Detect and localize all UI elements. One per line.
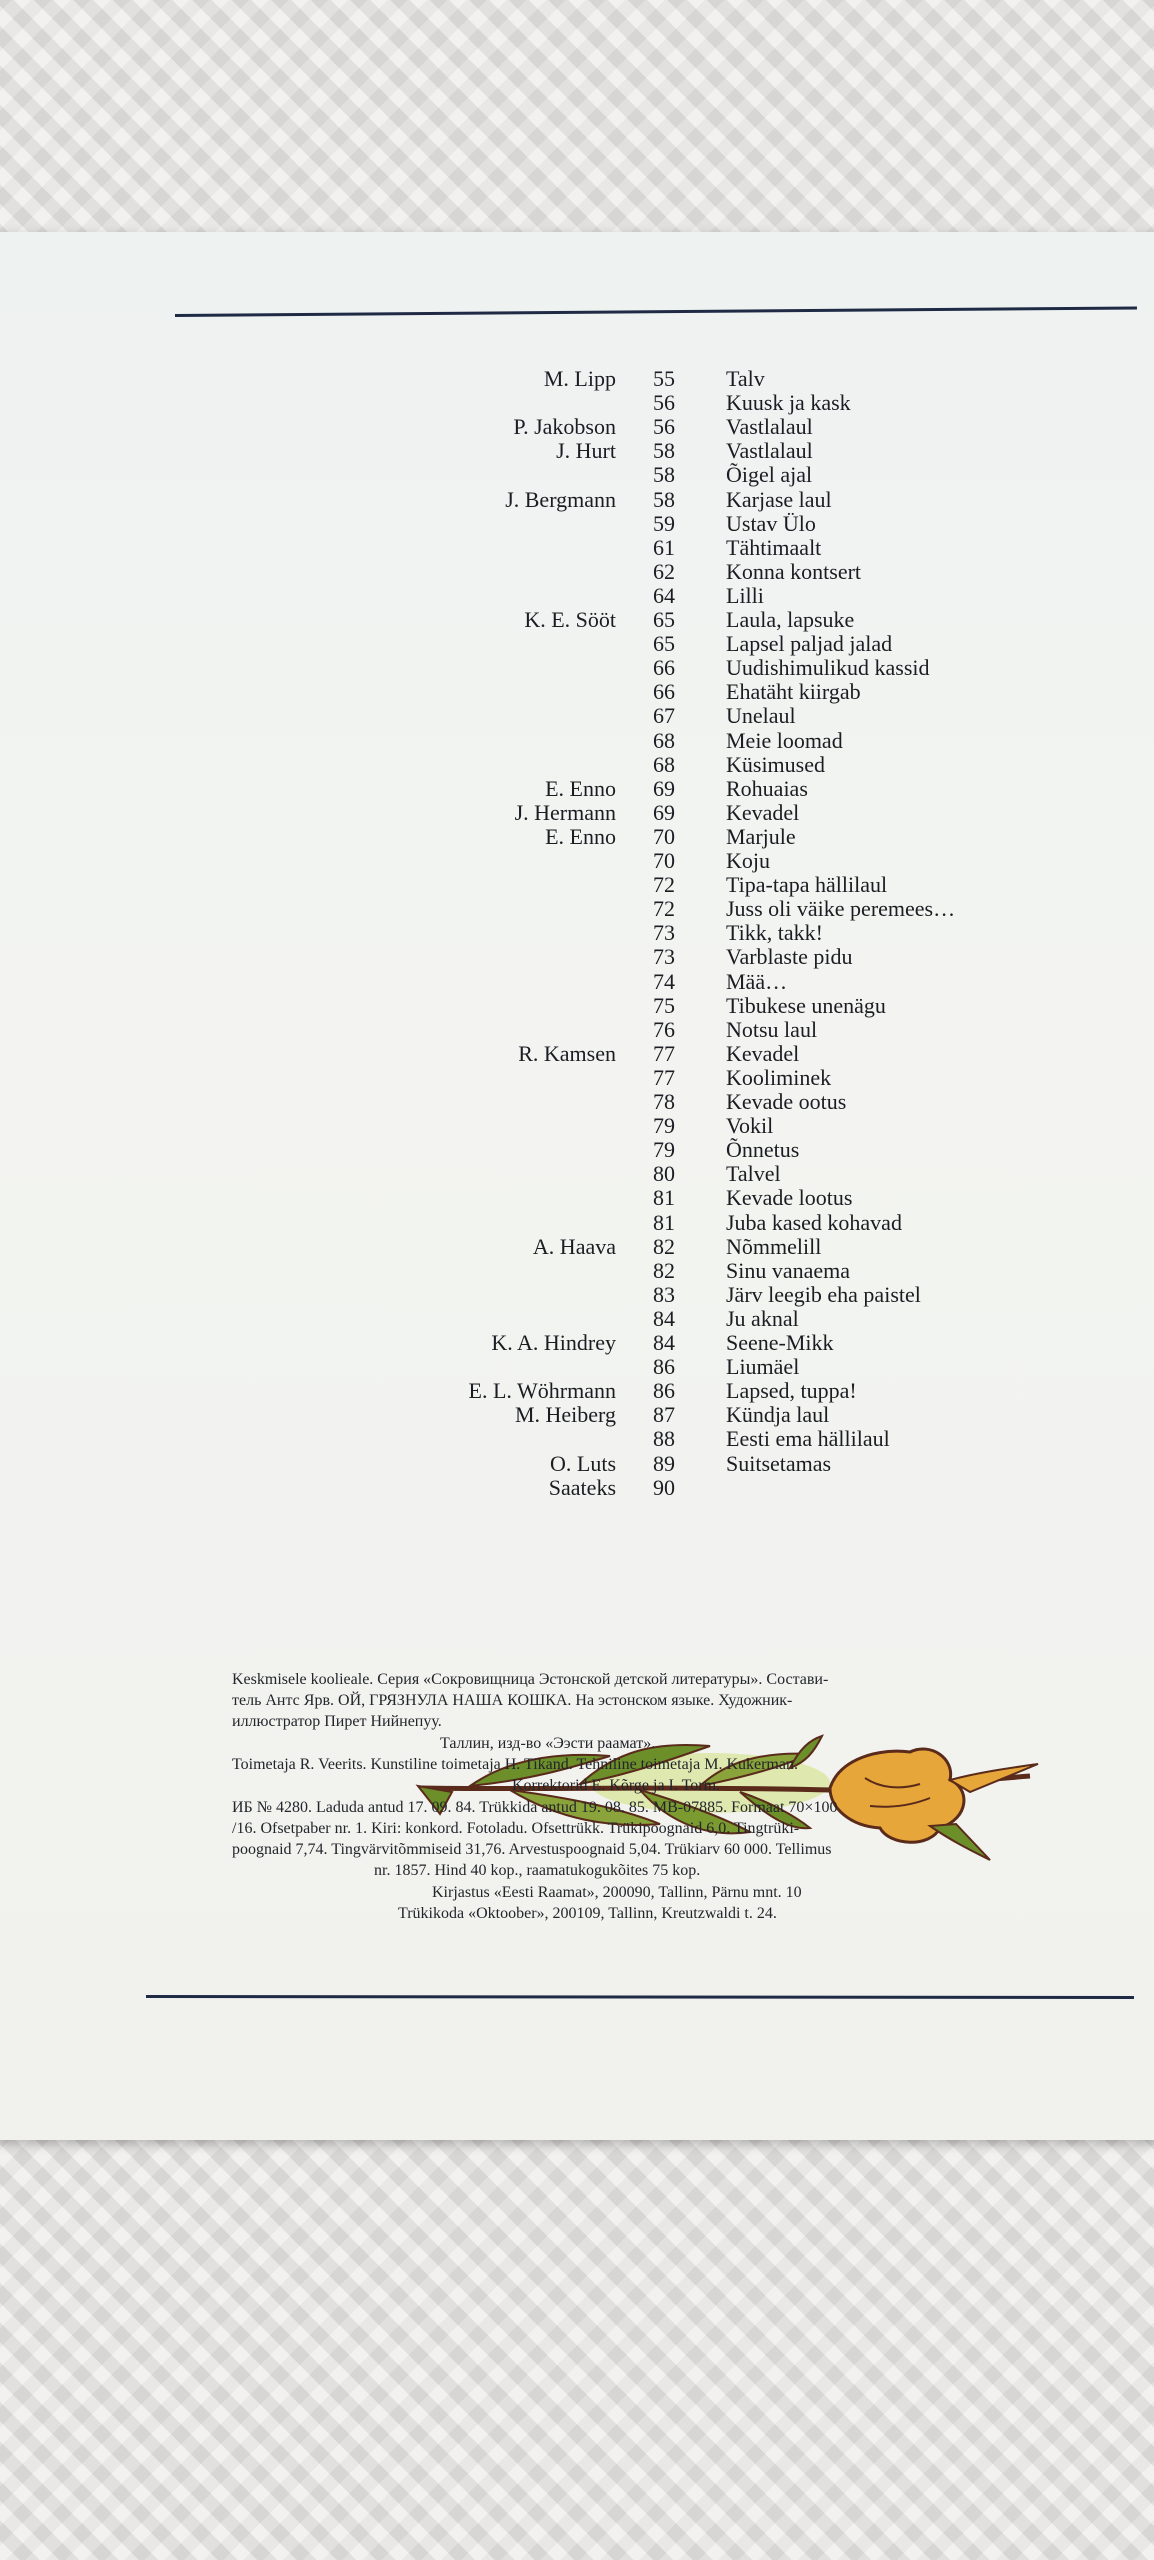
toc-title: Karjase laul xyxy=(726,486,832,512)
toc-page-number: 86 xyxy=(653,1378,675,1404)
toc-page-number: 69 xyxy=(653,775,675,801)
toc-page-number: 81 xyxy=(653,1209,675,1235)
toc-row xyxy=(0,1137,1154,1163)
toc-row xyxy=(0,703,1154,729)
toc-title: Unelaul xyxy=(726,703,796,729)
toc-row xyxy=(0,1378,1154,1404)
toc-author: Saateks xyxy=(548,1474,616,1500)
toc-author: M. Heiberg xyxy=(514,1402,616,1428)
toc-page-number: 72 xyxy=(653,872,675,898)
toc-title: Seene-Mikk xyxy=(726,1330,834,1355)
toc-page-number: 68 xyxy=(653,727,675,753)
toc-page-number: 59 xyxy=(653,510,675,536)
toc-title: Koju xyxy=(726,848,770,873)
toc-row xyxy=(0,848,1154,874)
toc-title: Vastlalaul xyxy=(726,414,813,440)
toc-title: Suitsetamas xyxy=(726,1450,832,1476)
toc-title: Lilli xyxy=(726,582,764,608)
toc-title: Meie loomad xyxy=(726,727,843,753)
toc-page-number: 79 xyxy=(653,1137,675,1163)
colophon-line: Korrektorid E. Kõrge ja I. Torm. xyxy=(512,1777,721,1794)
toc-title: Varblaste pidu xyxy=(726,944,853,970)
toc-row xyxy=(0,1210,1154,1236)
toc-row xyxy=(0,920,1154,946)
toc-row xyxy=(0,1282,1154,1308)
toc-page-number: 69 xyxy=(653,799,675,825)
toc-row xyxy=(0,824,1154,850)
toc-title: Ju aknal xyxy=(726,1305,799,1331)
toc-row xyxy=(0,414,1154,440)
toc-row xyxy=(0,1113,1154,1139)
toc-title: Järv leegib eha paistel xyxy=(726,1281,921,1307)
toc-page-number: 76 xyxy=(653,1016,675,1042)
toc-title: Kevadel xyxy=(726,1040,800,1066)
toc-title: Kündja laul xyxy=(726,1402,830,1428)
toc-page-number: 67 xyxy=(653,703,675,729)
colophon-line: poognaid 7,74. Tingvärvitõmmiseid 31,76. Arvestuspoognaid 5,04. Trükiarv 60 000. Tellimus xyxy=(232,1841,832,1858)
toc-page-number: 82 xyxy=(653,1257,675,1283)
toc-page-number: 61 xyxy=(653,534,675,560)
toc-author: M. Lipp xyxy=(543,366,616,391)
toc-page-number: 56 xyxy=(653,414,675,440)
toc-title: Sinu vanaema xyxy=(726,1257,851,1283)
toc-row xyxy=(0,1234,1154,1260)
toc-title: Kevadel xyxy=(726,799,800,825)
toc-page-number: 75 xyxy=(653,992,675,1018)
toc-author: E. L. Wöhrmann xyxy=(468,1378,616,1404)
toc-author: R. Kamsen xyxy=(518,1040,616,1066)
toc-row xyxy=(0,1065,1154,1091)
toc-row xyxy=(0,679,1154,705)
toc-title: Küsimused xyxy=(726,751,825,777)
toc-page-number: 73 xyxy=(653,944,675,970)
toc-title: Lapsel paljad jalad xyxy=(726,631,893,657)
toc-row xyxy=(0,728,1154,754)
toc-page-number: 73 xyxy=(653,920,675,946)
toc-row xyxy=(0,1089,1154,1115)
toc-page-number: 55 xyxy=(653,366,675,391)
colophon-line: тель Антс Ярв. ОЙ, ГРЯЗНУЛА НАША КОШКА. На эстонском языке. Художник- xyxy=(232,1692,793,1709)
colophon-line: Trükikoda «Oktoober», 200109, Tallinn, Kreutzwaldi t. 24. xyxy=(398,1905,777,1922)
toc-title: Konna kontsert xyxy=(726,558,862,584)
toc-row xyxy=(0,462,1154,488)
toc-row xyxy=(0,535,1154,561)
colophon-line: ИБ № 4280. Laduda antud 17. 09. 84. Trükkida antud 19. 08. 85. MB-07885. Formaat 70×100 xyxy=(232,1799,838,1816)
toc-row xyxy=(0,1185,1154,1211)
toc-row xyxy=(0,487,1154,513)
toc-title: Vokil xyxy=(726,1113,774,1139)
toc-author: J. Hurt xyxy=(556,438,616,464)
toc-page-number: 70 xyxy=(653,823,675,849)
toc-page-number: 88 xyxy=(653,1426,675,1452)
toc-row xyxy=(0,800,1154,826)
toc-row xyxy=(0,1161,1154,1187)
colophon-line: Kirjastus «Eesti Raamat», 200090, Tallinn, Pärnu mnt. 10 xyxy=(432,1884,802,1901)
toc-row xyxy=(0,776,1154,802)
colophon-line: Toimetaja R. Veerits. Kunstiline toimetaja H. Tikand. Tehniline toimetaja M. Kukerman. xyxy=(232,1756,798,1773)
toc-author: P. Jakobson xyxy=(513,414,616,440)
toc-row xyxy=(0,944,1154,970)
toc-row xyxy=(0,1041,1154,1067)
toc-page-number: 86 xyxy=(653,1354,675,1380)
toc-title: Uudishimulikud kassid xyxy=(726,655,930,681)
toc-title: Kooliminek xyxy=(726,1064,832,1090)
toc-title: Rohuaias xyxy=(726,775,808,801)
toc-author: J. Bergmann xyxy=(505,486,616,512)
toc-page-number: 56 xyxy=(653,390,675,416)
toc-page-number: 72 xyxy=(653,896,675,922)
toc-page-number: 81 xyxy=(653,1185,675,1211)
toc-page-number: 58 xyxy=(653,438,675,464)
toc-row xyxy=(0,896,1154,922)
toc-row xyxy=(0,752,1154,778)
toc-page-number: 77 xyxy=(653,1064,675,1090)
toc-author: A. Haava xyxy=(532,1233,616,1259)
bottom-rule xyxy=(146,1995,1134,1999)
toc-row xyxy=(0,1330,1154,1356)
table-of-contents xyxy=(0,232,1154,1732)
toc-row xyxy=(0,366,1154,392)
toc-row xyxy=(0,390,1154,416)
toc-page-number: 70 xyxy=(653,848,675,873)
toc-title: Talv xyxy=(726,366,765,391)
toc-page-number: 83 xyxy=(653,1281,675,1307)
toc-title: Mää… xyxy=(726,968,788,994)
toc-title: Nõmmelill xyxy=(726,1233,822,1259)
toc-page-number: 82 xyxy=(653,1233,675,1259)
toc-page-number: 68 xyxy=(653,751,675,777)
toc-title: Liumäel xyxy=(726,1354,800,1380)
toc-row xyxy=(0,511,1154,537)
toc-title: Lapsed, tuppa! xyxy=(726,1378,857,1404)
toc-title: Kuusk ja kask xyxy=(726,390,851,416)
toc-title: Ehatäht kiirgab xyxy=(726,679,861,705)
toc-title: Õigel ajal xyxy=(726,462,813,488)
toc-row xyxy=(0,1426,1154,1452)
toc-title: Juss oli väike peremees… xyxy=(726,896,956,922)
toc-page-number: 84 xyxy=(653,1330,675,1355)
toc-page-number: 65 xyxy=(653,631,675,657)
toc-row xyxy=(0,1451,1154,1477)
toc-title: Laula, lapsuke xyxy=(726,607,855,632)
colophon-line: Keskmisele koolieale. Серия «Сокровищница Эстонской детской литературы». Состави- xyxy=(232,1671,829,1688)
colophon-line: Таллин, изд-во «Ээсти раамат». xyxy=(440,1735,656,1752)
toc-page-number: 84 xyxy=(653,1305,675,1331)
toc-page-number: 79 xyxy=(653,1113,675,1139)
toc-title: Talvel xyxy=(726,1161,781,1187)
toc-page-number: 74 xyxy=(653,968,675,994)
toc-page-number: 89 xyxy=(653,1450,675,1476)
toc-page-number: 58 xyxy=(653,486,675,512)
toc-page-number: 90 xyxy=(653,1474,675,1500)
toc-author: O. Luts xyxy=(550,1450,616,1476)
toc-row xyxy=(0,1402,1154,1428)
toc-page-number: 77 xyxy=(653,1040,675,1066)
toc-page-number: 66 xyxy=(653,655,675,681)
toc-title: Tikk, takk! xyxy=(726,920,823,946)
toc-row xyxy=(0,583,1154,609)
toc-title: Kevade lootus xyxy=(726,1185,853,1211)
toc-author: E. Enno xyxy=(545,823,616,849)
toc-title: Eesti ema hällilaul xyxy=(726,1426,890,1452)
toc-author: K. E. Sööt xyxy=(524,607,616,632)
toc-author: E. Enno xyxy=(545,775,616,801)
toc-row xyxy=(0,1475,1154,1501)
toc-row xyxy=(0,631,1154,657)
toc-page-number: 64 xyxy=(653,582,675,608)
toc-title: Tibukese unenägu xyxy=(726,992,886,1018)
toc-row xyxy=(0,872,1154,898)
toc-title: Tähtimaalt xyxy=(726,534,822,560)
toc-page-number: 87 xyxy=(653,1402,675,1428)
toc-page-number: 80 xyxy=(653,1161,675,1187)
toc-title: Õnnetus xyxy=(726,1137,800,1163)
toc-row xyxy=(0,559,1154,585)
toc-row xyxy=(0,1306,1154,1332)
toc-title: Juba kased kohavad xyxy=(726,1209,902,1235)
toc-row xyxy=(0,969,1154,995)
toc-author: K. A. Hindrey xyxy=(491,1330,616,1355)
toc-row xyxy=(0,1354,1154,1380)
toc-row xyxy=(0,1017,1154,1043)
toc-row xyxy=(0,1258,1154,1284)
toc-page-number: 65 xyxy=(653,607,675,632)
colophon-line: /16. Ofsetpaber nr. 1. Kiri: konkord. Fotoladu. Ofsettrükk. Trükipoognaid 6,0. Tingtrüki- xyxy=(232,1820,800,1837)
toc-row xyxy=(0,438,1154,464)
toc-page-number: 58 xyxy=(653,462,675,488)
toc-title: Notsu laul xyxy=(726,1016,818,1042)
toc-page-number: 78 xyxy=(653,1089,675,1114)
toc-row xyxy=(0,993,1154,1019)
toc-page-number: 62 xyxy=(653,558,675,584)
toc-title: Ustav Ülo xyxy=(726,510,816,536)
toc-page-number: 66 xyxy=(653,679,675,705)
book-page xyxy=(0,232,1154,2140)
colophon-line: иллюстратор Пирет Нийнепуу. xyxy=(232,1713,442,1730)
toc-row xyxy=(0,607,1154,633)
toc-title: Tipa-tapa hällilaul xyxy=(726,872,888,898)
toc-title: Vastlalaul xyxy=(726,438,813,464)
toc-title: Kevade ootus xyxy=(726,1089,847,1114)
colophon-line: nr. 1857. Hind 40 kop., raamatukogukõites 75 kop. xyxy=(374,1862,701,1879)
toc-row xyxy=(0,655,1154,681)
toc-author: J. Hermann xyxy=(514,799,616,825)
toc-title: Marjule xyxy=(726,823,796,849)
